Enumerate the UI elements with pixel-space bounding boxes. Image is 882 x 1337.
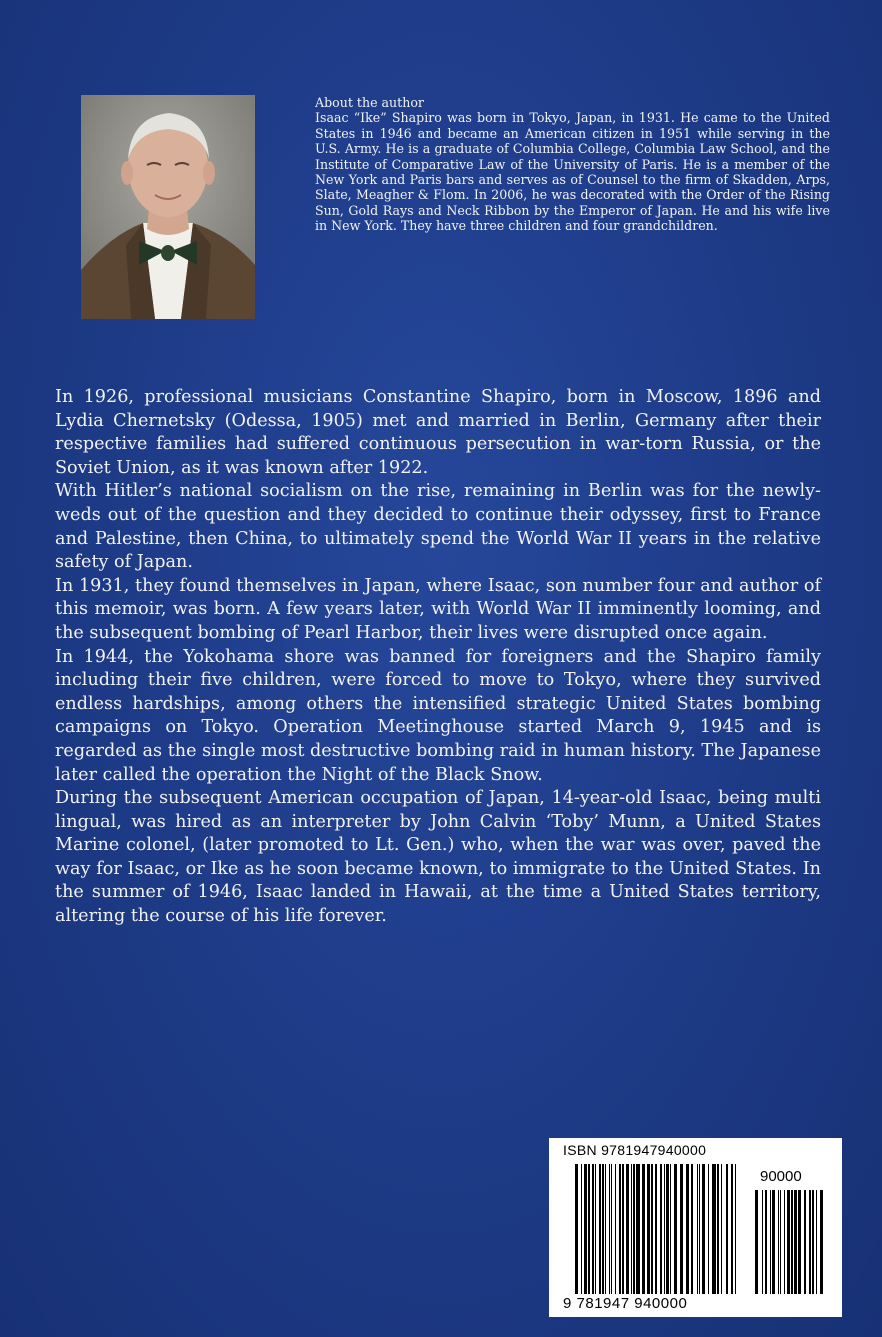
barcode-bar <box>602 1164 604 1294</box>
barcode-bar <box>798 1190 801 1294</box>
barcode-bar <box>787 1190 790 1294</box>
barcode-bar <box>680 1164 683 1294</box>
barcode-bar <box>772 1190 775 1294</box>
barcode-bar <box>588 1164 590 1294</box>
barcode-bar <box>755 1190 758 1294</box>
barcode-bar <box>615 1164 616 1294</box>
barcode-bar <box>595 1164 596 1294</box>
barcode-bar <box>770 1190 771 1294</box>
about-the-author-section <box>315 95 830 234</box>
barcode-bar <box>626 1164 629 1294</box>
author-photo <box>81 95 255 319</box>
barcode-bar <box>702 1164 705 1294</box>
barcode-bar <box>778 1190 779 1294</box>
barcode-bar <box>619 1164 621 1294</box>
blurb-paragraph: In 1944, the Yokohama shore was banned for foreigners and the Shapiro family including their five children, were forced to move to Tokyo, where they survived endless hardships, among others the intensified strategic United States bombing campaigns on Tokyo. Operation Meetinghouse started March 9, 1945 and is regarded as the single most destructive bombing raid in human history. The Japanese later called the operation the Night of the Black Snow. <box>55 646 821 785</box>
barcode-bar <box>794 1190 797 1294</box>
barcode-bar <box>721 1164 722 1294</box>
barcode-bar <box>726 1164 728 1294</box>
blurb-paragraph: During the subsequent American occupation of Japan, 14-year-old Isaac, being multi lingual, was hired as an interpreter by John Calvin ‘Toby’ Munn, a United States Marine colonel, (later promoted to Lt. Gen.) who, when the war was over, paved the way for Isaac, or Ike as he soon became known, to immigrate to the United States. In the summer of 1946, Isaac landed in Hawaii, at the time a United States territory, altering the course of his life forever. <box>55 788 821 927</box>
barcode-bar <box>708 1164 709 1294</box>
barcode-bar <box>666 1164 669 1294</box>
barcode-bar <box>660 1164 662 1294</box>
barcode-bar <box>809 1190 811 1294</box>
barcode-bar <box>664 1164 665 1294</box>
barcode-bar <box>592 1164 594 1294</box>
barcode-bar <box>611 1164 612 1294</box>
barcode-bar <box>699 1164 700 1294</box>
barcode-bar <box>647 1164 650 1294</box>
barcode-icon <box>549 1138 842 1317</box>
about-text: Isaac “Ike” Shapiro was born in Tokyo, Japan, in 1931. He came to the United States in 1946 and became an American citizen in 1951 while serving in the U.S. Army. He is a graduate of Columbia College, Columbia Law School, and the Institute of Comparative Law of the University of Paris. He is a member of the New York and Paris bars and serves as of Counsel to the firm of Skadden, Arps, Slate, Meagher & Flom. In 2006, he was decorated with the Order of the Rising Sun, Gold Rays and Neck Ribbon by the Emperor of Japan. He and his wife live in New York. They have three children and four grandchildren. <box>315 110 830 234</box>
barcode-bar <box>697 1164 698 1294</box>
barcode-bar <box>642 1164 645 1294</box>
barcode-bar <box>804 1190 806 1294</box>
barcode-bar <box>686 1164 689 1294</box>
barcode-bar <box>575 1164 578 1294</box>
barcode-bar <box>622 1164 624 1294</box>
barcode-bar <box>780 1190 781 1294</box>
isbn-barcode-box <box>549 1138 842 1317</box>
barcode-bar <box>816 1190 817 1294</box>
blurb-paragraph: In 1926, professional musicians Constantine Shapiro, born in Moscow, 1896 and Lydia Chernetsky (Odessa, 1905) met and married in Berlin, Germany after their respective families had suffered continuous persecution in war-torn Russia, or the Soviet Union, as it was known after 1922. <box>55 387 821 478</box>
barcode-bar <box>584 1164 587 1294</box>
blurb-paragraph: With Hitler’s national socialism on the rise, remaining in Berlin was for the newly-weds out of the question and they decided to continue their odyssey, first to France and Palestine, then China, to ultimately spend the World War II years in the relative safety of Japan. <box>55 481 821 573</box>
barcode-bar <box>651 1164 653 1294</box>
barcode-bar <box>581 1164 582 1294</box>
about-heading: About the author <box>315 95 424 110</box>
isbn-label: ISBN 9781947940000 <box>563 1142 707 1158</box>
barcode-bar <box>655 1164 657 1294</box>
barcode-bar <box>609 1164 610 1294</box>
barcode-bar <box>812 1190 814 1294</box>
barcode-bar <box>691 1164 693 1294</box>
author-portrait-image <box>81 95 255 319</box>
barcode-bar <box>631 1164 632 1294</box>
book-blurb <box>55 386 821 929</box>
barcode-bar <box>820 1190 823 1294</box>
barcode-bar <box>791 1190 793 1294</box>
blurb-paragraph: In 1931, they found themselves in Japan, where Isaac, son number four and author of this memoir, was born. A few years later, with World War II imminently looming, and the subsequent bombing of Pearl Harbor, their lives were disrupted once again. <box>55 575 821 643</box>
barcode-bar <box>731 1164 733 1294</box>
barcode-bar <box>735 1164 736 1294</box>
barcode-bar <box>674 1164 677 1294</box>
barcode-bar <box>712 1164 716 1294</box>
barcode-bar <box>784 1190 785 1294</box>
barcode-bar <box>765 1190 767 1294</box>
price-code: 90000 <box>760 1168 802 1185</box>
barcode-bar <box>605 1164 606 1294</box>
barcode-bar <box>762 1190 763 1294</box>
barcode-bar <box>636 1164 640 1294</box>
barcode-bar <box>599 1164 601 1294</box>
barcode-bar <box>717 1164 719 1294</box>
barcode-bar <box>670 1164 671 1294</box>
isbn-digits: 9 781947 940000 <box>563 1295 688 1312</box>
barcode-bar <box>633 1164 635 1294</box>
